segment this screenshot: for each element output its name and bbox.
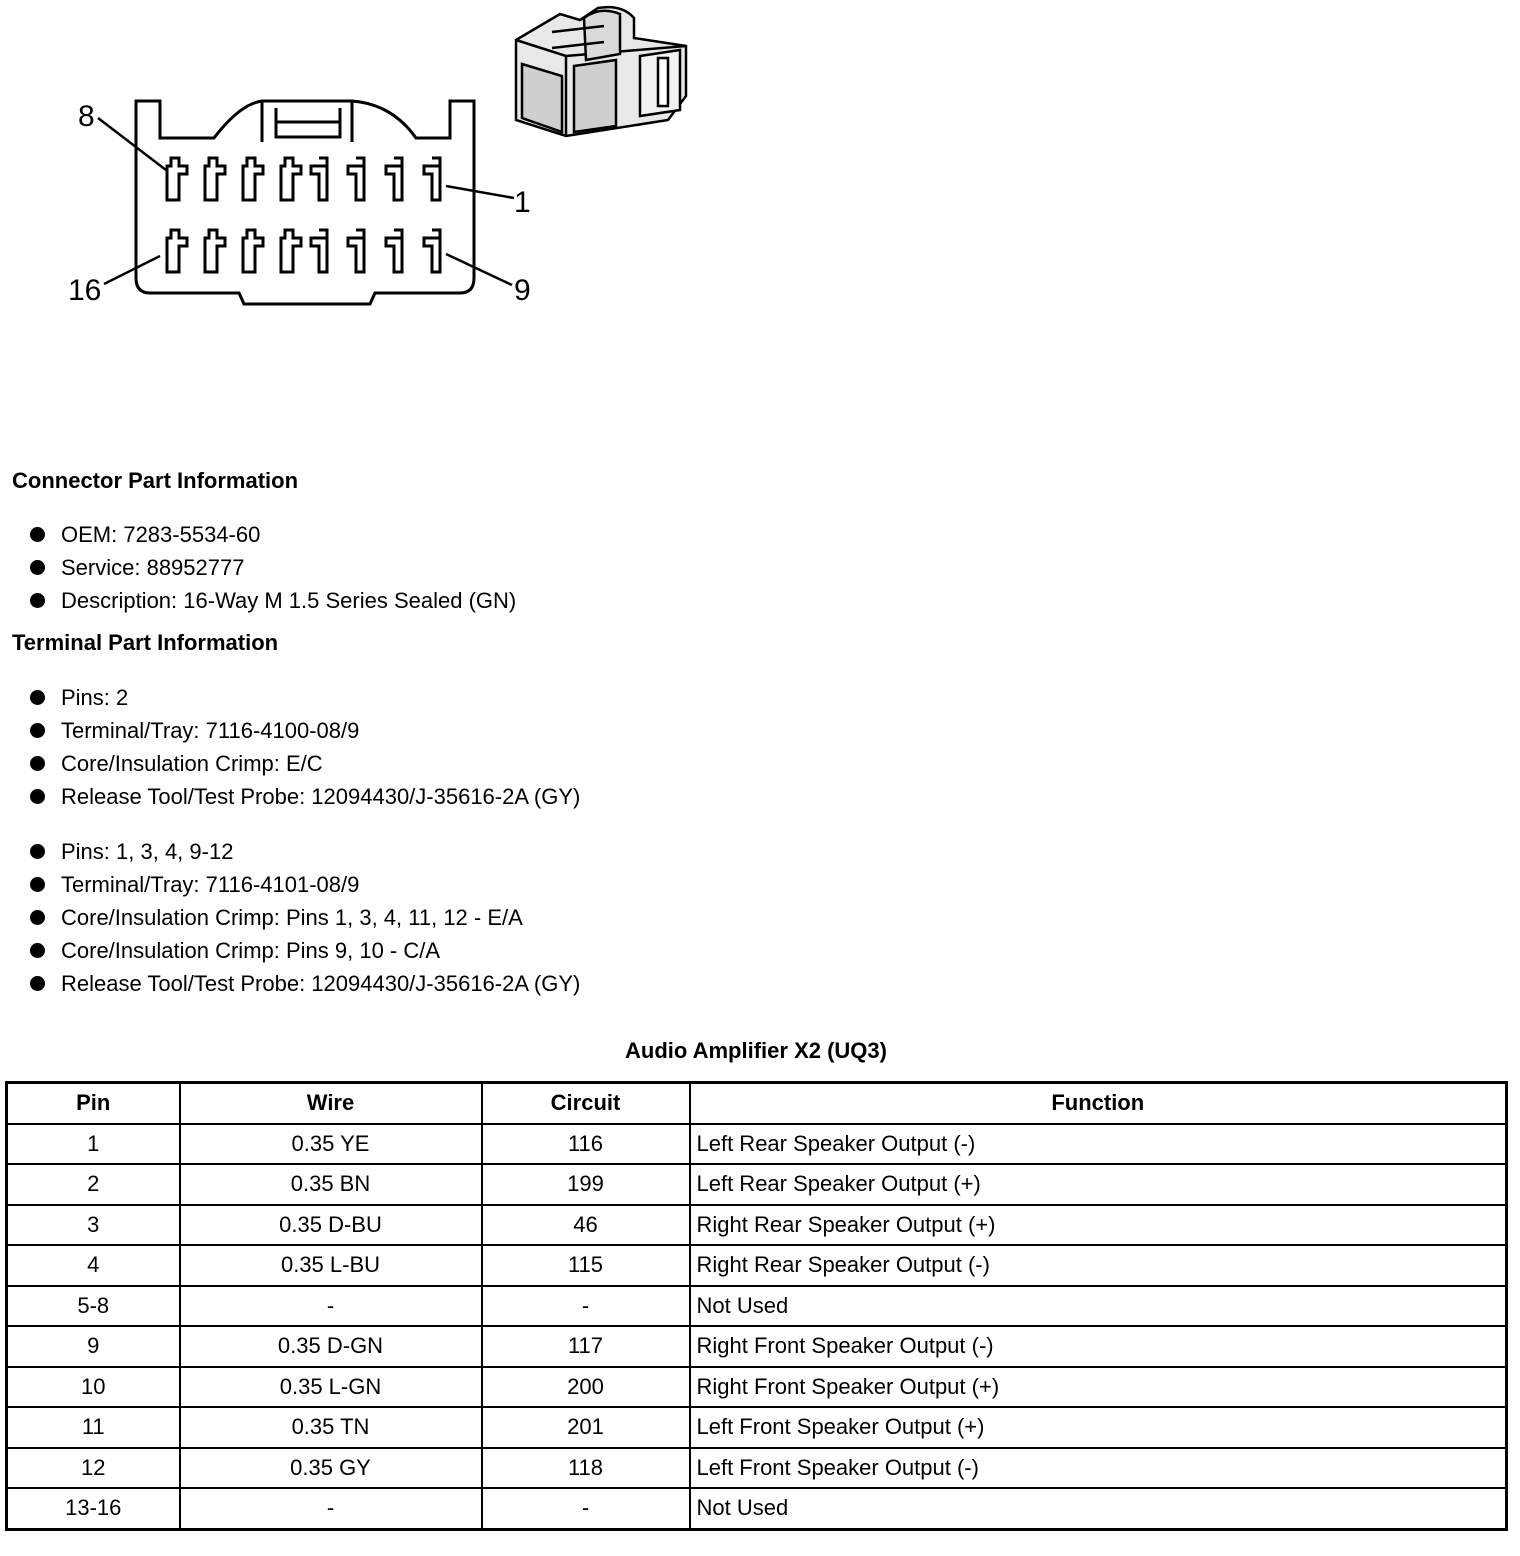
bullet-icon [30, 723, 45, 738]
bullet-icon [30, 593, 45, 608]
table-title: Audio Amplifier X2 (UQ3) [625, 1038, 887, 1063]
bullet-icon [30, 756, 45, 771]
cell-circuit: 116 [482, 1124, 690, 1165]
column-header-pin: Pin [7, 1083, 180, 1124]
cell-wire: 0.35 D-BU [180, 1205, 482, 1246]
list-item: Terminal/Tray: 7116-4101-08/9 [28, 868, 580, 901]
cell-function: Left Rear Speaker Output (+) [690, 1164, 1507, 1205]
bullet-icon [30, 877, 45, 892]
list-item: OEM: 7283-5534-60 [28, 518, 516, 551]
cell-circuit: - [482, 1286, 690, 1327]
cell-circuit: - [482, 1488, 690, 1529]
cell-circuit: 46 [482, 1205, 690, 1246]
table-row [7, 1367, 1507, 1408]
cell-circuit: 115 [482, 1245, 690, 1286]
bullet-icon [30, 690, 45, 705]
connector-face-outline [136, 101, 474, 304]
cell-circuit: 118 [482, 1448, 690, 1489]
list-item: Core/Insulation Crimp: Pins 1, 3, 4, 11, 12 - E/A [28, 901, 580, 934]
bullet-icon [30, 527, 45, 542]
pin-label-1: 1 [514, 186, 531, 219]
list-item: Pins: 1, 3, 4, 9-12 [28, 835, 580, 868]
pin-cavity [311, 230, 327, 272]
table-row [7, 1488, 1507, 1529]
cell-wire: 0.35 L-BU [180, 1245, 482, 1286]
pin-cavity [281, 158, 301, 200]
table-row [7, 1164, 1507, 1205]
cell-wire: 0.35 BN [180, 1164, 482, 1205]
pin-cavity [243, 230, 263, 272]
pin-cavity [167, 230, 187, 272]
bullet-icon [30, 560, 45, 575]
pin-cavity [424, 230, 440, 272]
pin-cavity [167, 158, 187, 200]
cell-function: Not Used [690, 1488, 1507, 1529]
connector-diagram [0, 0, 720, 330]
bullet-icon [30, 976, 45, 991]
pin-cavity [386, 230, 402, 272]
cell-wire: 0.35 D-GN [180, 1326, 482, 1367]
pin-cavity [205, 230, 225, 272]
table-row [7, 1205, 1507, 1246]
list-item: Release Tool/Test Probe: 12094430/J-35616-2A (GY) [28, 967, 580, 1000]
bullet-icon [30, 844, 45, 859]
cell-pin: 1 [7, 1124, 180, 1165]
cell-pin: 10 [7, 1367, 180, 1408]
cell-function: Right Front Speaker Output (+) [690, 1367, 1507, 1408]
cell-function: Right Rear Speaker Output (-) [690, 1245, 1507, 1286]
pinout-table [5, 1081, 1508, 1531]
table-row [7, 1407, 1507, 1448]
bullet-icon [30, 910, 45, 925]
pin-cavity [243, 158, 263, 200]
cell-wire: 0.35 YE [180, 1124, 482, 1165]
cell-circuit: 117 [482, 1326, 690, 1367]
bullet-icon [30, 789, 45, 804]
pin-label-16: 16 [68, 274, 102, 307]
cell-pin: 5-8 [7, 1286, 180, 1327]
cell-function: Not Used [690, 1286, 1507, 1327]
cell-pin: 9 [7, 1326, 180, 1367]
pin-label-9: 9 [514, 274, 531, 307]
table-header-row [7, 1083, 1507, 1124]
cell-pin: 2 [7, 1164, 180, 1205]
pin-cavity [348, 230, 364, 272]
cell-pin: 11 [7, 1407, 180, 1448]
terminal-part-heading: Terminal Part Information [12, 630, 279, 655]
cell-circuit: 199 [482, 1164, 690, 1205]
table-row [7, 1448, 1507, 1489]
connector-part-heading: Connector Part Information [12, 468, 299, 493]
terminal-group-2 [28, 835, 580, 1000]
column-header-circuit: Circuit [482, 1083, 690, 1124]
pin-cavity [205, 158, 225, 200]
list-item: Service: 88952777 [28, 551, 516, 584]
cell-pin: 13-16 [7, 1488, 180, 1529]
cell-function: Right Rear Speaker Output (+) [690, 1205, 1507, 1246]
list-item: Core/Insulation Crimp: E/C [28, 747, 580, 780]
latch-window [262, 101, 352, 142]
column-header-wire: Wire [180, 1083, 482, 1124]
cell-wire: 0.35 L-GN [180, 1367, 482, 1408]
table-row [7, 1245, 1507, 1286]
list-item: Core/Insulation Crimp: Pins 9, 10 - C/A [28, 934, 580, 967]
cell-function: Right Front Speaker Output (-) [690, 1326, 1507, 1367]
cell-circuit: 201 [482, 1407, 690, 1448]
connector-part-list [28, 518, 516, 617]
list-item: Release Tool/Test Probe: 12094430/J-35616-2A (GY) [28, 780, 580, 813]
cell-function: Left Rear Speaker Output (-) [690, 1124, 1507, 1165]
cell-function: Left Front Speaker Output (+) [690, 1407, 1507, 1448]
cell-pin: 12 [7, 1448, 180, 1489]
terminal-group-1 [28, 681, 580, 813]
column-header-function: Function [690, 1083, 1507, 1124]
table-row [7, 1124, 1507, 1165]
cell-wire: - [180, 1488, 482, 1529]
list-item: Pins: 2 [28, 681, 580, 714]
list-item: Description: 16-Way M 1.5 Series Sealed (GN) [28, 584, 516, 617]
bullet-icon [30, 943, 45, 958]
cell-pin: 4 [7, 1245, 180, 1286]
table-row [7, 1326, 1507, 1367]
cell-circuit: 200 [482, 1367, 690, 1408]
pin-cavity [311, 158, 327, 200]
list-item: Terminal/Tray: 7116-4100-08/9 [28, 714, 580, 747]
pin-cavity [348, 158, 364, 200]
pin-cavity [281, 230, 301, 272]
cell-wire: 0.35 GY [180, 1448, 482, 1489]
cell-wire: - [180, 1286, 482, 1327]
cell-function: Left Front Speaker Output (-) [690, 1448, 1507, 1489]
table-body [7, 1124, 1507, 1530]
pin-label-8: 8 [78, 100, 95, 133]
connector-3d-illustration [516, 7, 686, 136]
pin-cavity [386, 158, 402, 200]
table-row [7, 1286, 1507, 1327]
cell-wire: 0.35 TN [180, 1407, 482, 1448]
pin-cavity [424, 158, 440, 200]
cell-pin: 3 [7, 1205, 180, 1246]
